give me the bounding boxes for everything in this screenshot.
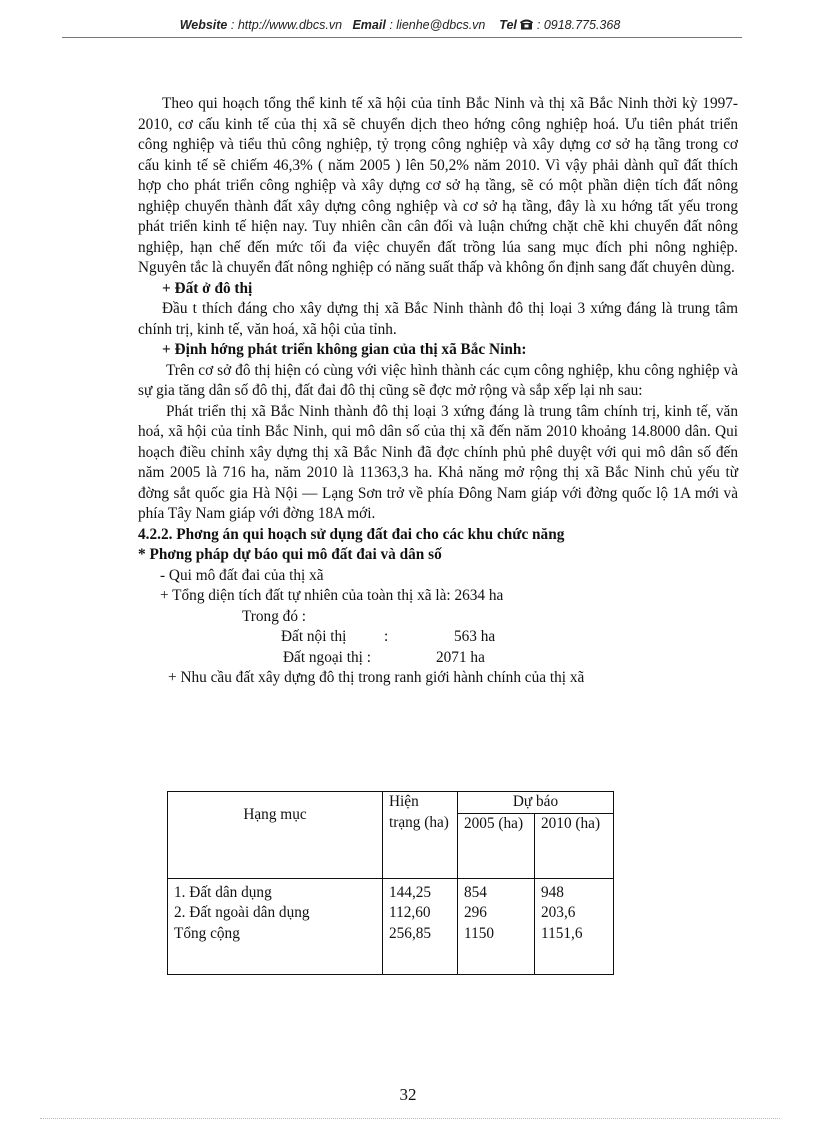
header-forecast: Dự báo bbox=[458, 792, 614, 814]
inner-city-value: 563 ha bbox=[454, 628, 496, 645]
paragraph-economic-structure: Theo qui hoạch tổng thể kinh tế xã hội của tỉnh Bắc Ninh và thị xã Bắc Ninh thời kỳ 1997-2010, cơ cấu kinh tế của thị xã sẽ chuyển dịch theo hớng công nghiệp hoá. Ưu tiên phát triển công nghiệp và tiểu thủ công nghiệp, tỷ trọng công nghiệp và xây dựng cơ sở hạ tầng trong cơ cấu kinh tế sẽ chiếm 46,3% ( năm 2005 ) lên 50,2% năm 2010. Vì vậy phải dành quĩ đất thích hợp cho phát triển công nghiệp và xây dựng cơ sở hạ tầng, sẽ có một phần diện tích đất nông nghiệp chuyển thành đất xây dựng công nghiệp và cơ sở hạ tầng, đây là xu hớng tất yếu trong phát triển kinh tế hiện nay. Tuy nhiên cần cân đối và luận chứng chặt chẽ khi chuyển đất nông nghiệp, hạn chế đến mức tối đa việc chuyển đất trồng lúa sang mục đích phi nông nghiệp. Nguyên tắc là chuyển đất nông nghiệp có năng suất thấp và không ổn định sang đất chuyên dùng. bbox=[138, 95, 738, 276]
header-2005: 2005 (ha) bbox=[458, 813, 535, 878]
header-category: Hạng mục bbox=[168, 792, 383, 879]
page-header bbox=[60, 18, 740, 32]
website-label: Website bbox=[179, 18, 228, 32]
land-forecast-table bbox=[167, 791, 614, 975]
phone-icon bbox=[520, 19, 533, 30]
header-current: Hiện trạng (ha) bbox=[383, 792, 458, 879]
heading-section-4-2-2: 4.2.2. Phơng án qui hoạch sử dụng đất đai cho các khu chức năng bbox=[138, 525, 565, 543]
label-of-which: Trong đó : bbox=[242, 607, 307, 625]
outer-city-label: Đất ngoại thị : bbox=[283, 648, 371, 666]
tel-value: : 0918.775.368 bbox=[536, 18, 621, 32]
heading-forecast-method: * Phơng pháp dự báo qui mô đất đai và dân số bbox=[138, 546, 442, 563]
cell-current-values: 144,25 112,60 256,85 bbox=[383, 878, 458, 974]
page-number: 32 bbox=[399, 1085, 417, 1104]
row-outer-city-land bbox=[138, 648, 738, 669]
paragraph-development-plan: Phát triển thị xã Bắc Ninh thành đô thị loại 3 xứng đáng là trung tâm chính trị, kinh tế, văn hoá, xã hội của tỉnh Bắc Ninh, qui mô dân số của thị xã đến năm 2010 khoảng 14.8000 dân. Qui hoạch điều chỉnh xây dựng thị xã Bắc Ninh đã đợc chính phủ phê duyệt với qui mô dân số đến năm 2005 là 716 ha, năm 2010 là 11363,3 ha. Khả năng mở rộng thị xã Bắc Ninh chủ yếu từ đờng sắt quốc gia Hà Nội — Lạng Sơn trở về phía Đông Nam giáp với đờng quốc lộ 1A mới và phía Tây Nam giáp với đờng 18A mới. bbox=[138, 402, 738, 522]
outer-city-value: 2071 ha bbox=[436, 648, 485, 666]
website-value[interactable]: : http://www.dbcs.vn bbox=[230, 18, 343, 32]
inner-city-label: Đất nội thị bbox=[281, 628, 347, 645]
header-divider bbox=[62, 37, 742, 38]
row-inner-city-land bbox=[138, 627, 738, 648]
list-land-scale: - Qui mô đất đai của thị xã bbox=[160, 566, 324, 584]
footer-divider bbox=[40, 1118, 780, 1119]
list-total-area: + Tổng diện tích đất tự nhiên của toàn thị xã là: 2634 ha bbox=[160, 587, 504, 604]
paragraph-urban-investment: Đầu t thích đáng cho xây dựng thị xã Bắc Ninh thành đô thị loại 3 xứng đáng là trung tâm chính trị, kinh tế, văn hoá, xã hội của tỉnh. bbox=[138, 300, 738, 338]
email-label: Email bbox=[352, 18, 386, 32]
cell-2010-values: 948 203,6 1151,6 bbox=[535, 878, 614, 974]
header-2010: 2010 (ha) bbox=[535, 813, 614, 878]
list-urban-land-demand: + Nhu cầu đất xây dựng đô thị trong ranh giới hành chính của thị xã bbox=[168, 669, 585, 686]
document-body bbox=[138, 94, 738, 689]
cell-2005-values: 854 296 1150 bbox=[458, 878, 535, 974]
email-value[interactable]: : lienhe@dbcs.vn bbox=[389, 18, 486, 32]
tel-label: Tel bbox=[499, 18, 517, 32]
cell-categories: 1. Đất dân dụng 2. Đất ngoài dân dụng Tổng cộng bbox=[168, 878, 383, 974]
paragraph-urban-expansion: Trên cơ sở đô thị hiện có cùng với việc hình thành các cụm công nghiệp, khu công nghiệp và sự gia tăng dân số đô thị, đất đai đô thị cũng sẽ đợc mở rộng và sắp xếp lại nh sau: bbox=[138, 361, 738, 399]
heading-urban-land: + Đất ở đô thị bbox=[162, 279, 253, 297]
inner-city-colon: : bbox=[384, 628, 389, 645]
heading-spatial-orientation: + Định hớng phát triển không gian của thị xã Bắc Ninh: bbox=[162, 341, 527, 358]
